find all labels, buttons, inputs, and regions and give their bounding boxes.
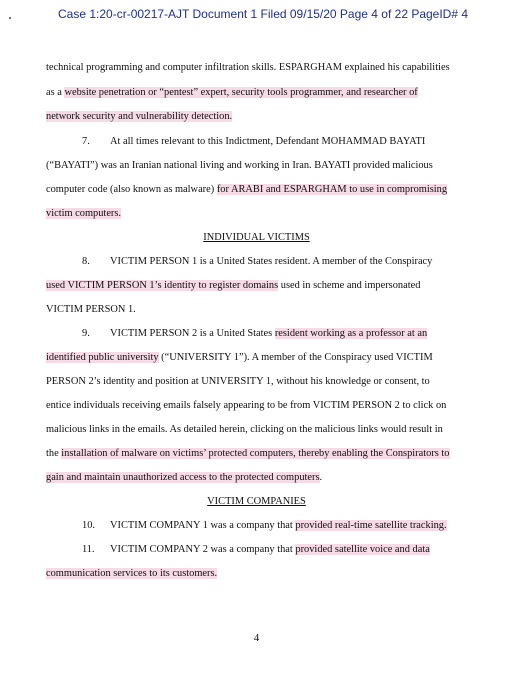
highlight: resident working as a professor at an bbox=[274, 328, 428, 339]
text-line: VICTIM COMPANY 1 was a company that provided real-time satellite tracking. bbox=[110, 520, 447, 531]
highlight: communication services to its customers. bbox=[46, 568, 218, 579]
text-line: used VICTIM PERSON 1’s identity to register domains used in scheme and impersonated bbox=[46, 280, 421, 291]
highlight: installation of malware on victims’ protected computers, thereby enabling the Conspirators to bbox=[61, 448, 450, 459]
text-line: At all times relevant to this Indictment, Defendant MOHAMMAD BAYATI bbox=[110, 136, 426, 147]
text-line: technical programming and computer infiltration skills. ESPARGHAM explained his capabilities bbox=[46, 62, 450, 73]
text-line bbox=[46, 208, 121, 220]
text-line: entice individuals receiving emails falsely appearing to be from VICTIM PERSON 2 to click on bbox=[46, 400, 447, 411]
highlight: victim computers. bbox=[46, 208, 122, 219]
text-line: the installation of malware on victims’ protected computers, thereby enabling the Conspirators to bbox=[46, 448, 450, 459]
text-line: malicious links in the emails. As detailed herein, clicking on the malicious links would result in bbox=[46, 424, 443, 435]
section-heading: INDIVIDUAL VICTIMS bbox=[203, 232, 310, 243]
highlight: website penetration or “pentest” expert, security tools programmer, and researcher of bbox=[64, 87, 418, 98]
highlight: provided real-time satellite tracking. bbox=[295, 520, 447, 531]
case-header: Case 1:20-cr-00217-AJT Document 1 Filed 09/15/20 Page 4 of 22 PageID# 4 bbox=[58, 7, 469, 21]
paragraph-number: 8. bbox=[82, 256, 90, 267]
paragraph-number: 9. bbox=[82, 328, 90, 339]
highlight: gain and maintain unauthorized access to the protected computers bbox=[46, 472, 320, 483]
section-heading: VICTIM COMPANIES bbox=[207, 496, 306, 507]
highlight: for ARABI and ESPARGHAM to use in compromising bbox=[216, 184, 448, 195]
highlight: network security and vulnerability detection. bbox=[46, 111, 233, 122]
text-line: VICTIM PERSON 2 is a United States resident working as a professor at an bbox=[110, 328, 428, 339]
text-line: identified public university (“UNIVERSITY 1”). A member of the Conspiracy used VICTIM bbox=[46, 352, 433, 363]
text-line: gain and maintain unauthorized access to the protected computers. bbox=[46, 472, 323, 483]
text-line: PERSON 2’s identity and position at UNIVERSITY 1, without his knowledge or consent, to bbox=[46, 376, 430, 387]
text-line bbox=[46, 111, 232, 123]
paragraph-number: 10. bbox=[82, 520, 95, 531]
text-line: VICTIM PERSON 1. bbox=[46, 304, 136, 315]
text-line: computer code (also known as malware) for ARABI and ESPARGHAM to use in compromising bbox=[46, 184, 448, 195]
highlight: used VICTIM PERSON 1’s identity to register domains bbox=[46, 280, 279, 291]
highlight: identified public university bbox=[46, 352, 159, 363]
page-number: 4 bbox=[253, 632, 260, 644]
scan-speck bbox=[9, 17, 11, 19]
paragraph-number: 11. bbox=[82, 544, 95, 555]
text-line: as a website penetration or “pentest” expert, security tools programmer, and researcher of bbox=[46, 87, 418, 98]
text-line: VICTIM COMPANY 2 was a company that provided satellite voice and data bbox=[110, 544, 430, 555]
paragraph-number: 7. bbox=[82, 136, 90, 147]
text-line: (“BAYATI”) was an Iranian national living and working in Iran. BAYATI provided malicious bbox=[46, 160, 433, 171]
highlight: provided satellite voice and data bbox=[295, 544, 430, 555]
text-line: VICTIM PERSON 1 is a United States resident. A member of the Conspiracy bbox=[110, 256, 433, 267]
text-line bbox=[46, 568, 217, 580]
